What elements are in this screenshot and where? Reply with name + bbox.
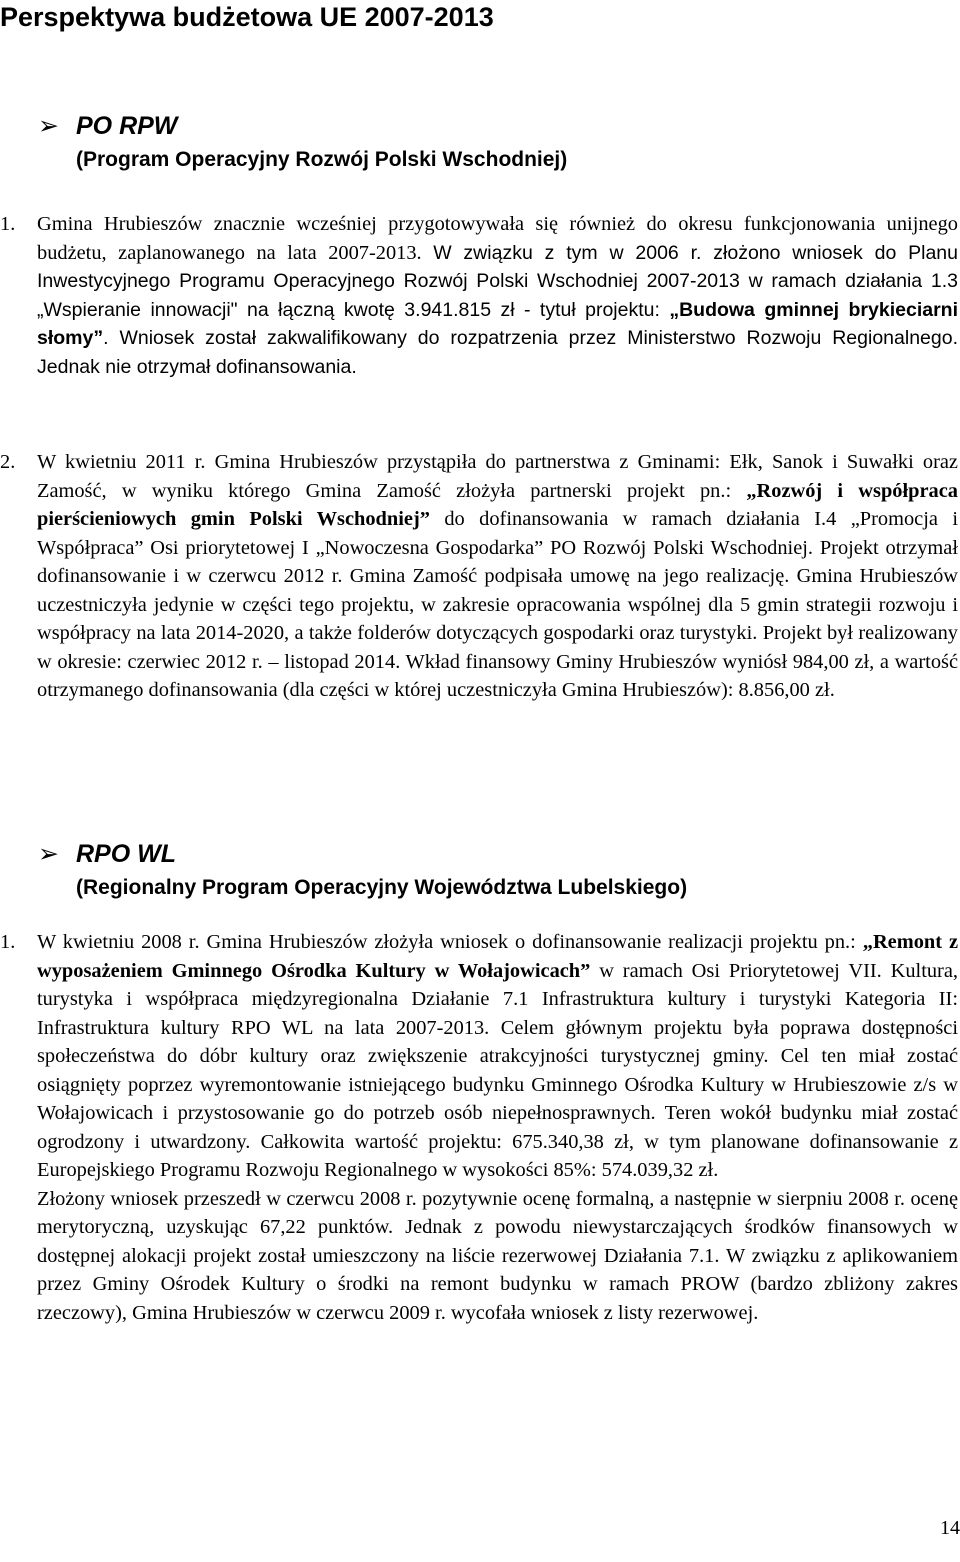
section-subtitle: (Regionalny Program Operacyjny Województwa Lubelskiego) <box>76 876 688 899</box>
section-subtitle: (Program Operacyjny Rozwój Polski Wschodniej) <box>76 148 568 171</box>
item-paragraph: Złożony wniosek przeszedł w czerwcu 2008 r. pozytywnie ocenę formalną, a następnie w sierpniu 2008 r. ocenę merytoryczną, uzyskując 67,22 punktów. Jednak z powodu niewystarczających środków finansowych w dostępnej alokacji projekt został umieszczony na liście rezerwowej Działania 7.1. W związku z aplikowaniem przez Gminy Ośrodek Kultury o środki na remont budynku w ramach PROW (bardzo zbliżony zakres rzeczowy), Gmina Hrubieszów w czerwcu 2009 r. wycofała wniosek z listy rezerwowej. <box>37 1187 958 1324</box>
item-number: 1. <box>0 213 16 235</box>
project-title: „Rozwój i współpraca pierścieniowych gmin Polski Wschodniej” <box>37 479 958 530</box>
item-number: 1. <box>0 931 16 953</box>
item-text-part: W kwietniu 2011 r. Gmina Hrubieszów przystąpiła do partnerstwa z Gminami: Ełk, Sanok i Suwałki oraz Zamość, w wyniku którego Gmina Zamość złożyła partnerski projekt pn.: <box>37 451 958 502</box>
project-title: „Remont z wyposażeniem Gminnego Ośrodka Kultury w Wołajowicach” <box>37 931 959 982</box>
page-title: Perspektywa budżetowa UE 2007-2013 <box>0 2 494 32</box>
list-item <box>0 210 958 381</box>
item-text <box>37 928 958 1327</box>
section-title: PO RPW <box>76 112 178 140</box>
list-item <box>0 928 958 1327</box>
section-heading-po-rpw <box>38 110 567 176</box>
item-text <box>37 448 958 705</box>
list-item <box>0 448 958 705</box>
item-text <box>37 210 958 381</box>
item-text-part: Gmina Hrubieszów znacznie wcześniej przygotowywała się również do okresu funkcjonowania unijnego budżetu, zaplanowanego na lata 2007-2013. <box>37 213 958 264</box>
section-title: RPO WL <box>76 840 176 868</box>
item-text-sans: . Wniosek został zakwalifikowany do rozpatrzenia przez Ministerstwo Rozwoju Regionalnego. Jednak nie otrzymał dofinansowania. <box>37 327 958 378</box>
arrow-bullet-icon: ➢ <box>38 112 59 140</box>
item-text-part: do dofinansowania w ramach działania I.4 „Promocja i Współpraca” Osi priorytetowej I „Nowoczesna Gospodarka” PO Rozwój Polski Wschodniej. Projekt otrzymał dofinansowanie i w czerwcu 2012 r. Gmina Zamość podpisała umowę na jego realizację. Gmina Hrubieszów uczestniczyła jedynie w części tego projektu, w zakresie opracowania wspólnej dla 5 gmin strategii rozwoju i współpracy na lata 2014-2020, a także folderów dotyczących gospodarki oraz turystyki. Projekt był realizowany w okresie: czerwiec 2012 r. – listopad 2014. Wkład finansowy Gminy Hrubieszów wyniósł 984,00 zł, a wartość otrzymanego dofinansowania (dla części w której uczestniczyła Gmina Hrubieszów): 8.856,00 zł. <box>37 508 958 701</box>
page-number: 14 <box>940 1517 960 1539</box>
arrow-bullet-icon: ➢ <box>38 840 59 868</box>
item-text-part: W kwietniu 2008 r. Gmina Hrubieszów złożyła wniosek o dofinansowanie realizacji projektu pn.: <box>37 931 863 953</box>
item-text-part: w ramach Osi Priorytetowej VII. Kultura, turystyka i współpraca międzyregionalna Działanie 7.1 Infrastruktura kultury i turystyki Kategoria II: Infrastruktura kultury RPO WL na lata 2007-2013. Celem głównym projektu była poprawa dostępności społeczeństwa do dóbr kultury oraz zwiększenie atrakcyjności turystycznej gminy. Cel ten miał zostać osiągnięty poprzez wyremontowanie istniejącego budynku Gminnego Ośrodka Kultury w Hrubieszowie z/s w Wołajowicach i przystosowanie go do potrzeb osób niepełnosprawnych. Teren wokół budynku miał zostać ogrodzony i utwardzony. Całkowita wartość projektu: 675.340,38 zł, w tym planowane dofinansowanie z Europejskiego Programu Rozwoju Regionalnego w wysokości 85%: 574.039,32 zł. <box>37 959 958 1181</box>
item-number: 2. <box>0 451 16 473</box>
project-title: „Budowa gminnej brykieciarni słomy” <box>37 298 958 349</box>
item-paragraph <box>37 928 958 1185</box>
item-text-sans: W związku z tym w 2006 r. złożono wniosek do Planu Inwestycyjnego Programu Operacyjnego Rozwój Polski Wschodniej 2007-2013 w ramach działania 1.3 „Wspieranie innowacji" na łączną kwotę 3.941.815 zł - tytuł projektu: <box>37 241 958 321</box>
section-heading-rpo-wl <box>38 838 687 904</box>
